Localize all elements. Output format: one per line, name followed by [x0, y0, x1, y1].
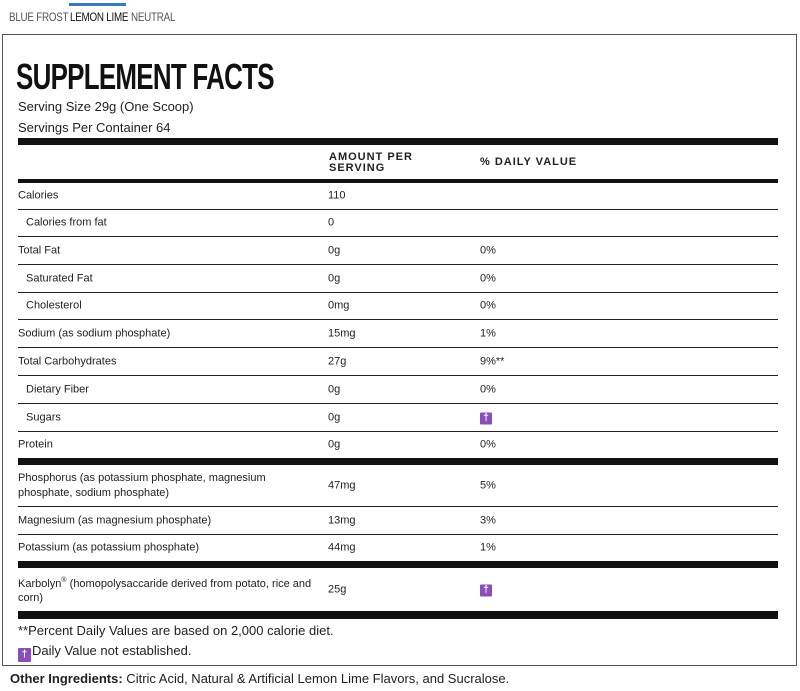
dagger-note-text: Daily Value not established.: [32, 643, 192, 658]
table-row: [18, 348, 778, 376]
nutrient-name: Magnesium (as magnesium phosphate): [18, 514, 212, 526]
nutrient-dv: 0%: [480, 244, 496, 256]
nutrient-amount: 0g: [328, 411, 341, 423]
table-row: [18, 376, 778, 404]
nutrient-dv: 0%: [480, 438, 496, 451]
thick-divider: [18, 561, 778, 568]
thick-divider: [18, 138, 778, 145]
servings-per-container: Servings Per Container 64: [18, 120, 171, 135]
table-row: [18, 183, 778, 210]
registered-mark: ®: [61, 576, 67, 584]
percent-daily-note: **Percent Daily Values are based on 2,000 calorie diet.: [18, 623, 334, 638]
nutrient-name: Total Fat: [18, 244, 61, 256]
nutrient-name: [18, 573, 313, 607]
table-row: [18, 507, 778, 535]
nutrient-amount: 0g: [328, 438, 341, 451]
daily-value-header: % DAILY VALUE: [480, 156, 578, 168]
nutrient-dv: [480, 582, 492, 597]
nutrient-amount: 47mg: [328, 479, 356, 491]
page-title: SUPPLEMENT FACTS: [16, 56, 274, 97]
nutrient-dv: 0%: [480, 383, 496, 395]
nutrient-amount: 15mg: [328, 327, 356, 339]
nutrient-amount: 13mg: [328, 514, 356, 526]
flavor-tabs: [0, 0, 800, 34]
dagger-icon: †: [480, 584, 492, 596]
nutrient-dv: 9%**: [480, 355, 505, 367]
nutrient-amount: 27g: [328, 355, 347, 367]
nutrient-amount: 0g: [328, 383, 341, 395]
table-row: [18, 432, 778, 458]
nutrient-dv: [480, 410, 492, 425]
table-row: [18, 320, 778, 348]
nutrient-name: Sodium (as sodium phosphate): [18, 327, 171, 339]
nutrient-name: Calories from fat: [26, 216, 107, 229]
serving-size: Serving Size 29g (One Scoop): [18, 99, 194, 114]
table-row: [18, 404, 778, 432]
nutrient-name: Dietary Fiber: [26, 383, 89, 395]
table-row: [18, 465, 778, 507]
nutrient-name: Protein: [18, 438, 53, 451]
nutrient-name: Sugars: [26, 411, 61, 423]
nutrient-dv: 1%: [480, 541, 496, 554]
nutrient-name: Calories: [18, 189, 59, 202]
table-row: [18, 293, 778, 320]
tab-blue-frost[interactable]: BLUE FROST: [9, 10, 69, 24]
nutrient-amount: 44mg: [328, 541, 356, 554]
nutrient-dv: 5%: [480, 479, 496, 491]
nutrient-name: Saturated Fat: [26, 272, 93, 284]
ingredient-description: (homopolysaccaride derived from potato, rice and corn): [18, 577, 312, 605]
nutrient-amount: 0mg: [328, 299, 350, 312]
nutrient-amount: 0g: [328, 272, 341, 284]
amount-header-line1: AMOUNT PER: [329, 151, 413, 163]
thick-divider: [18, 458, 778, 465]
nutrient-name: Phosphorus (as potassium phosphate, magnesium phosphate, sodium phosphate): [18, 471, 266, 499]
nutrient-amount: 25g: [328, 583, 347, 595]
thick-divider: [18, 611, 778, 619]
dagger-icon: †: [480, 412, 492, 424]
table-row: [18, 265, 778, 293]
other-ingredients: [10, 671, 509, 686]
tab-lemon-lime[interactable]: LEMON LIME: [70, 10, 129, 24]
nutrient-name: Total Carbohydrates: [18, 355, 117, 367]
nutrient-amount: 0g: [328, 244, 341, 256]
amount-header-line2: SERVING: [329, 162, 386, 174]
nutrient-amount: 0: [328, 216, 335, 229]
other-ingredients-text: Citric Acid, Natural & Artificial Lemon Lime Flavors, and Sucralose.: [122, 671, 510, 686]
table-row: [18, 237, 778, 265]
nutrient-dv: 1%: [480, 327, 496, 339]
other-ingredients-label: Other Ingredients:: [10, 671, 123, 686]
table-row: [18, 568, 778, 611]
nutrient-amount: 110: [328, 189, 346, 202]
table-row: [18, 210, 778, 237]
nutrient-dv: 0%: [480, 272, 496, 284]
active-tab-indicator: [69, 3, 126, 6]
dagger-icon: †: [18, 648, 31, 662]
nutrient-dv: 3%: [480, 514, 496, 526]
tab-neutral[interactable]: NEUTRAL: [131, 10, 176, 24]
dagger-note: [18, 643, 191, 662]
nutrient-name: Cholesterol: [26, 299, 82, 312]
ingredient-name: Karbolyn: [18, 577, 62, 590]
nutrient-dv: 0%: [480, 299, 496, 312]
nutrient-name: Potassium (as potassium phosphate): [18, 541, 199, 554]
table-row: [18, 535, 778, 561]
